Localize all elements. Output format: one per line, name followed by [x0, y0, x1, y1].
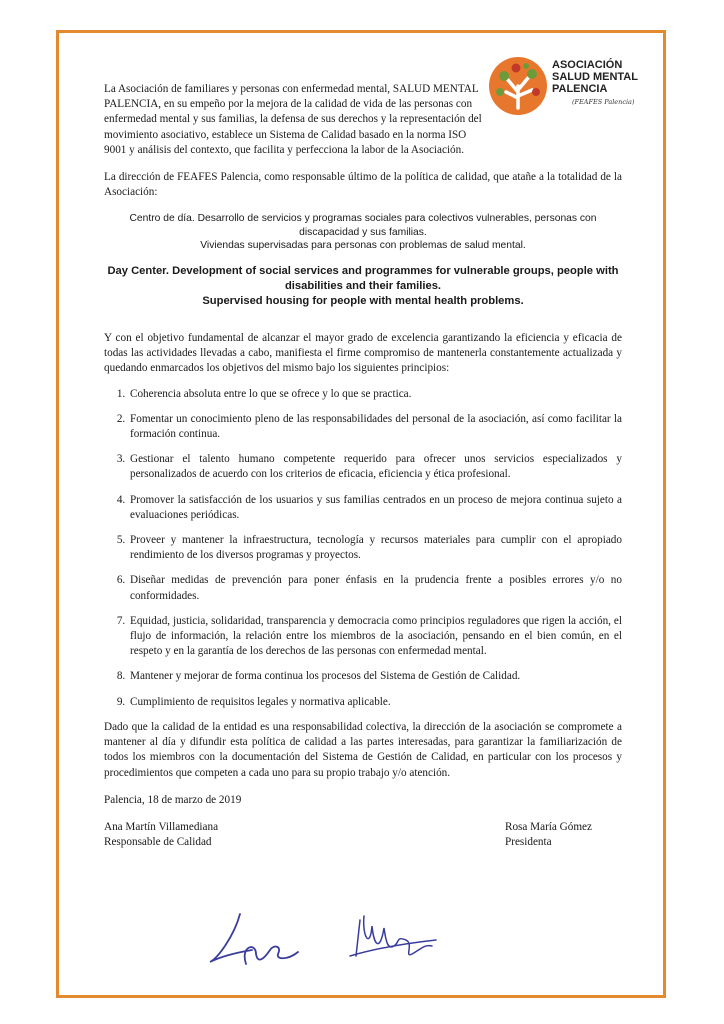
signer-name: Rosa María Gómez: [505, 820, 592, 833]
principle-item: 2. Fomentar un conocimiento pleno de las responsabilidades del personal de la asociación, así como facilitar la formación continua.: [128, 412, 622, 442]
logo-line-3: PALENCIA: [552, 83, 608, 95]
logo-line-1: ASOCIACIÓN: [552, 59, 623, 71]
scope-english: [104, 264, 622, 309]
signer-name: Ana Martín Villamediana: [104, 820, 219, 833]
principle-item: 3. Gestionar el talento humano competente requerido para ofrecer unos servicios especializados y personalizados de acuerdo con los criterios de eficacia, eficiencia y ética profesional.: [128, 452, 622, 482]
principle-item: 1. Coherencia absoluta entre lo que se ofrece y lo que se practica.: [128, 387, 622, 402]
principle-item: 8. Mantener y mejorar de forma continua los procesos del Sistema de Gestión de Calidad.: [128, 669, 622, 684]
principle-item: 6. Diseñar medidas de prevención para poner énfasis en la prudencia frente a posibles errores y/o no conformidades.: [128, 573, 622, 603]
signature-quality-icon: [210, 914, 298, 964]
scope-es-line-2: Viviendas supervisadas para personas con problemas de salud mental.: [200, 239, 526, 251]
scope-en-line-2: Supervised housing for people with mental health problems.: [202, 295, 524, 308]
principles-list: [104, 387, 622, 710]
principle-item: 9. Cumplimiento de requisitos legales y normativa aplicable.: [128, 695, 622, 710]
signer-quality: [104, 820, 218, 850]
signers-row: [104, 820, 622, 850]
principle-item: 5. Proveer y mantener la infraestructura, tecnología y recursos materiales para cumplir con el apropiado rendimiento de los diversos programas y proyectos.: [128, 533, 622, 563]
direction-paragraph: La dirección de FEAFES Palencia, como responsable último de la política de calidad, que atañe a la totalidad de la Asociación:: [104, 171, 622, 199]
scope-en-line-1: Day Center. Development of social services and programmes for vulnerable groups, people with disabilities and their families.: [107, 265, 619, 293]
logo-line-2: SALUD MENTAL: [552, 71, 638, 83]
place-date: Palencia, 18 de marzo de 2019: [104, 793, 242, 806]
logo-subtitle: (FEAFES Palencia): [572, 98, 635, 106]
scope-spanish: [104, 212, 622, 252]
objective-paragraph: Y con el objetivo fundamental de alcanzar el mayor grado de excelencia garantizando la eficiencia y eficacia de todas las actividades llevadas a cabo, manifiesta el firme compromiso de mantenerla constantemente actualizada y quedando enmarcados los objetivos del mismo bajo los siguientes principios:: [104, 332, 622, 375]
intro-paragraph: La Asociación de familiares y personas con enfermedad mental, SALUD MENTAL PALENCIA, en su empeño por la mejora de la calidad de vida de las personas con enfermedad mental y sus familias, la defensa de sus derechos y la representación del movimiento asociativo, establece un Sistema de Calidad basado en la norma ISO 9001 y análisis del contexto, que facilita y perfecciona la labor de la Asociación.: [104, 83, 482, 156]
signer-role: Responsable de Calidad: [104, 835, 212, 848]
principle-item: 4. Promover la satisfacción de los usuarios y sus familias centrados en un proceso de mejora continua sujeto a evaluaciones periódicas.: [128, 493, 622, 523]
signer-role: Presidenta: [505, 835, 552, 848]
signatures: [200, 906, 460, 976]
closing-paragraph: Dado que la calidad de la entidad es una responsabilidad colectiva, la dirección de la asociación se compromete a mantener al día y difundir esta política de calidad a las partes interesadas, para garantizar la familiarización de todos los miembros con la documentación del Sistema de Gestión de Calidad, en particular con los procesos y procedimientos que competen a cada uno para su propio trabajo y/o atención.: [104, 720, 622, 779]
scope-es-line-1: Centro de día. Desarrollo de servicios y programas sociales para colectivos vulnerables, personas con discapacidad y sus familias.: [129, 213, 597, 238]
document-body: [104, 82, 622, 850]
signer-president: [505, 820, 592, 850]
signature-president-icon: [350, 916, 436, 956]
principle-item: 7. Equidad, justicia, solidaridad, transparencia y democracia como principios reguladores que rigen la acción, el flujo de información, la relación entre los miembros de la asociación, pensando en el bien común, en el respeto y en la garantía de los derechos de las personas con enfermedad mental.: [128, 614, 622, 660]
